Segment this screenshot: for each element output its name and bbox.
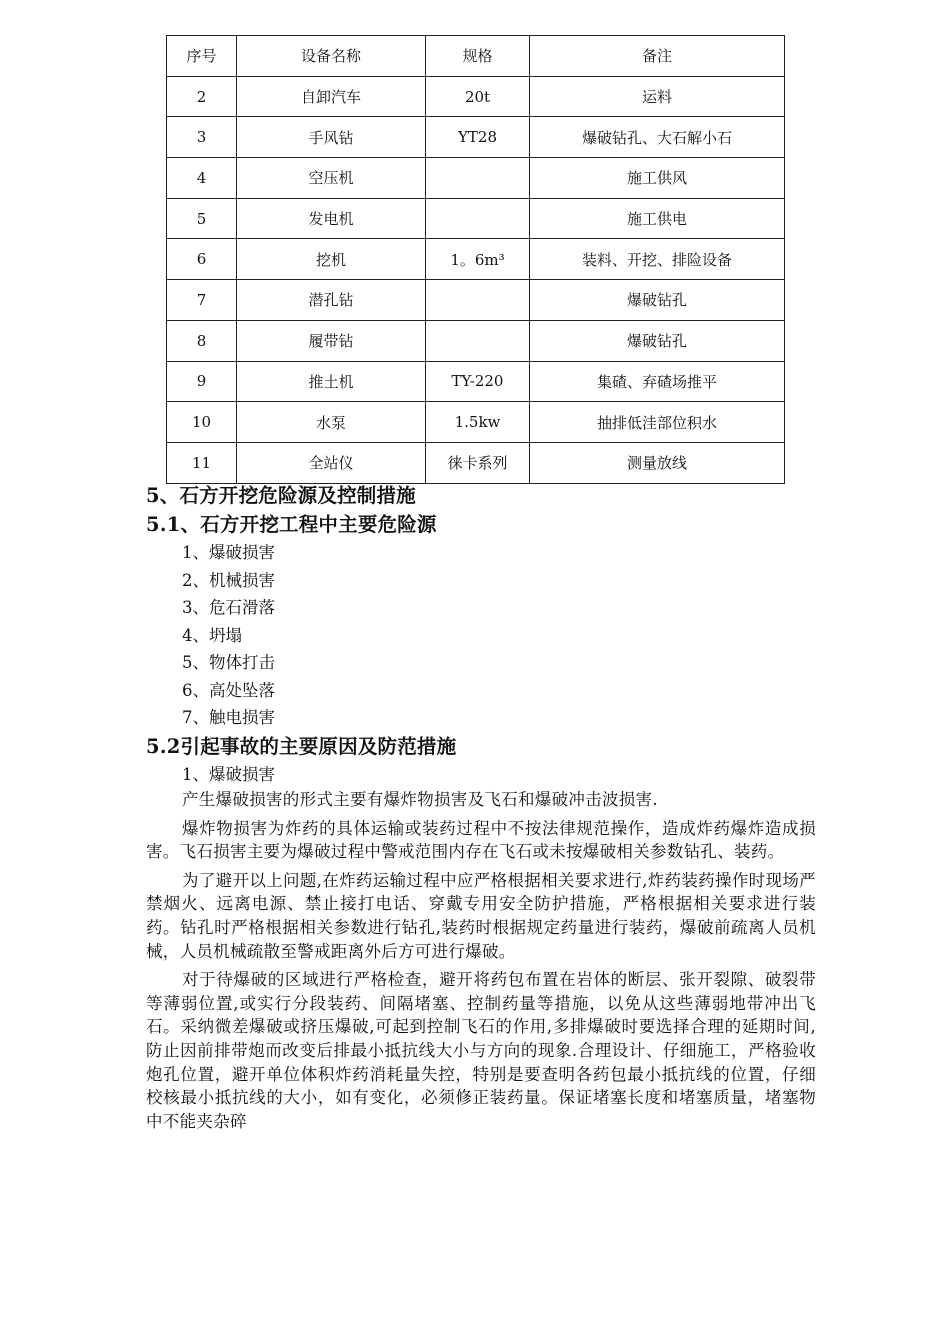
cell-note: 爆破钻孔、大石解小石 (530, 117, 785, 158)
table-row (167, 239, 785, 280)
cell-note: 测量放线 (530, 442, 785, 483)
cell-name: 推土机 (237, 361, 426, 402)
cell-no: 2 (167, 76, 237, 117)
paragraph: 爆炸物损害为炸药的具体运输或装药过程中不按法律规范操作，造成炸药爆炸造成损害。飞石损害主要为爆破过程中警戒范围内存在飞石或未按爆破相关参数钻孔、装药。 (146, 818, 816, 862)
cell-no: 7 (167, 280, 237, 321)
header-name: 设备名称 (237, 36, 426, 77)
cell-no: 6 (167, 239, 237, 280)
table-row (167, 117, 785, 158)
table-row (167, 76, 785, 117)
equipment-table (166, 35, 785, 484)
cell-name: 履带钻 (237, 320, 426, 361)
section-5-heading: 5、石方开挖危险源及控制措施 (146, 484, 416, 507)
header-spec: 规格 (426, 36, 530, 77)
cell-spec: 徕卡系列 (426, 442, 530, 483)
cell-name: 全站仪 (237, 442, 426, 483)
list-item: 1、爆破损害 (182, 543, 275, 562)
paragraph: 对于待爆破的区域进行严格检查，避开将药包布置在岩体的断层、张开裂隙、破裂带等薄弱位置,或实行分段装药、间隔堵塞、控制药量等措施，以免从这些薄弱地带冲出飞石。采纳微差爆破或挤压爆破,可起到控制飞石的作用,多排爆破时要选择合理的延期时间,防止因前排带炮而改变后排最小抵抗线大小与方向的现象.合理设计、仔细施工，严格验收炮孔位置，避开单位体积炸药消耗量失控，特别是要查明各药包最小抵抗线的位置，仔细校核最小抵抗线的大小，如有变化，必须修正装药量。保证堵塞长度和堵塞质量，堵塞物中不能夹杂碎 (146, 970, 816, 1131)
table-row (167, 442, 785, 483)
cell-name: 发电机 (237, 198, 426, 239)
header-note: 备注 (530, 36, 785, 77)
cell-spec (426, 198, 530, 239)
section-5-2-heading: 5.2引起事故的主要原因及防范措施 (146, 734, 457, 758)
cell-name: 自卸汽车 (237, 76, 426, 117)
cell-spec: 20t (426, 76, 530, 117)
list-item: 5、物体打击 (182, 653, 275, 672)
cell-spec (426, 158, 530, 199)
section-5-1-heading: 5.1、石方开挖工程中主要危险源 (146, 513, 437, 536)
cell-note: 运料 (530, 76, 785, 117)
table-row (167, 320, 785, 361)
cell-spec: TY-220 (426, 361, 530, 402)
cell-spec: YT28 (426, 117, 530, 158)
cell-spec (426, 280, 530, 321)
cell-note: 施工供风 (530, 158, 785, 199)
cell-no: 9 (167, 361, 237, 402)
cell-note: 抽排低洼部位积水 (530, 402, 785, 443)
cell-no: 5 (167, 198, 237, 239)
cell-note: 集碴、弃碴场推平 (530, 361, 785, 402)
cell-name: 空压机 (237, 158, 426, 199)
list-item: 4、坍塌 (182, 625, 242, 645)
table-row (167, 198, 785, 239)
cell-note: 爆破钻孔 (530, 280, 785, 321)
cell-name: 挖机 (237, 239, 426, 280)
cell-no: 10 (167, 402, 237, 443)
cell-note: 装料、开挖、排险设备 (530, 239, 785, 280)
list-item: 2、机械损害 (182, 570, 275, 590)
cell-no: 8 (167, 320, 237, 361)
cell-name: 潜孔钻 (237, 280, 426, 321)
cell-spec: 1。6m³ (426, 239, 530, 280)
cell-spec: 1.5kw (426, 402, 530, 443)
header-no: 序号 (167, 36, 237, 77)
cell-name: 手风钻 (237, 117, 426, 158)
cell-no: 3 (167, 117, 237, 158)
cell-name: 水泵 (237, 402, 426, 443)
paragraph: 为了避开以上问题,在炸药运输过程中应严格根据相关要求进行,炸药装药操作时现场严禁烟火、远离电源、禁止接打电话、穿戴专用安全防护措施，严格根据相关要求进行装药。钻孔时严格根据相关参数进行钻孔,装药时根据规定药量进行装药，爆破前疏离人员机械，人员机械疏散至警戒距离外后方可进行爆破。 (146, 870, 816, 961)
cell-no: 4 (167, 158, 237, 199)
list-item: 7、触电损害 (182, 708, 275, 727)
document-body (146, 481, 816, 1138)
cell-note: 爆破钻孔 (530, 320, 785, 361)
list-item: 3、危石滑落 (182, 598, 275, 617)
table-row (167, 402, 785, 443)
table-row (167, 158, 785, 199)
table-row (167, 361, 785, 402)
paragraph: 产生爆破损害的形式主要有爆炸物损害及飞石和爆破冲击波损害. (182, 790, 658, 809)
list-item: 6、高处坠落 (182, 680, 275, 700)
table-row (167, 280, 785, 321)
cell-note: 施工供电 (530, 198, 785, 239)
hazard-list (146, 539, 816, 732)
subsection-item: 1、爆破损害 (182, 764, 275, 784)
cell-spec (426, 320, 530, 361)
table-header-row (167, 36, 785, 77)
cell-no: 11 (167, 442, 237, 483)
